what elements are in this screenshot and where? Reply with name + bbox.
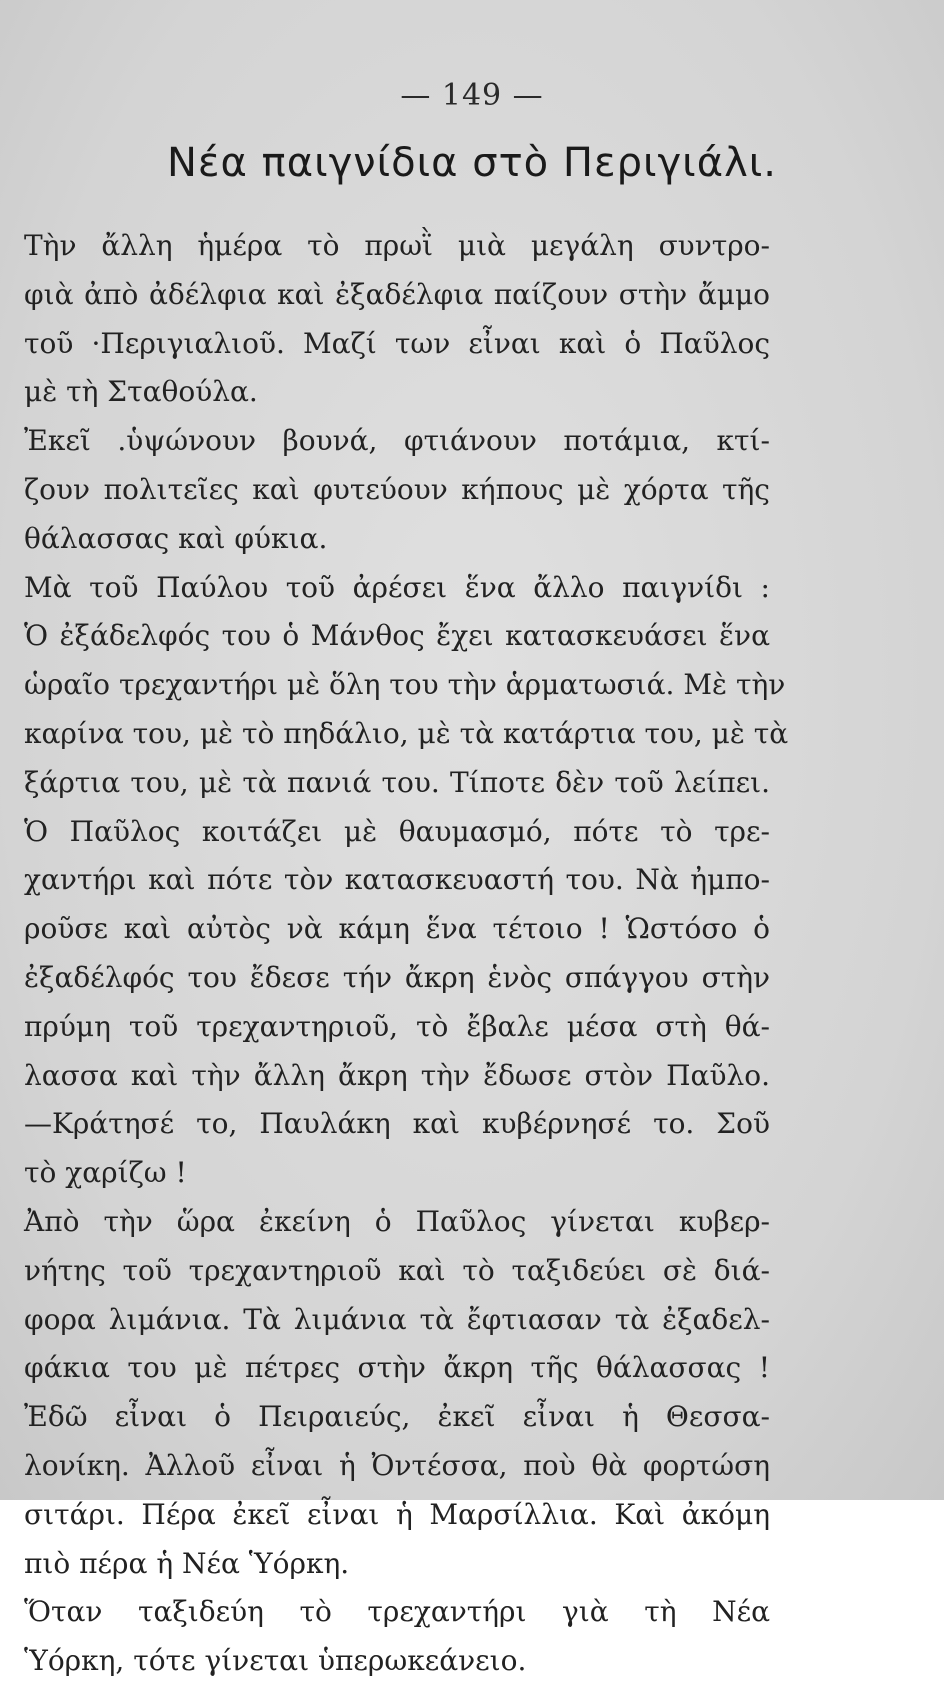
- text-line: πρύμη τοῦ τρεχαντηριοῦ, τὸ ἔβαλε μέσα στὴ θά-: [24, 1009, 770, 1043]
- chapter-title: Νέα παιγνίδια στὸ Περιγιάλι.: [167, 140, 777, 186]
- text-line: Ἐκεῖ .ὑψώνουν βουνά, φτιάνουν ποτάμια, κτί-: [24, 424, 770, 458]
- text-line: Ὑόρκη, τότε γίνεται ὑπερωκεάνειο.: [24, 1644, 527, 1678]
- text-line: φορα λιμάνια. Τὰ λιμάνια τὰ ἔφτιασαν τὰ ἐξαδελ-: [24, 1302, 770, 1336]
- text-line: ὡραῖο τρεχαντήρι μὲ ὅλη του τὴν ἁρματωσιά. Μὲ τὴν: [24, 668, 786, 702]
- text-line: θάλασσας καὶ φύκια.: [24, 521, 328, 555]
- text-line: λασσα καὶ τὴν ἄλλη ἄκρη τὴν ἔδωσε στὸν Παῦλο.: [24, 1058, 770, 1092]
- text-line: —Κράτησέ το, Παυλάκη καὶ κυβέρνησέ το. Σοῦ: [24, 1107, 770, 1141]
- text-line: τοῦ ·Περιγιαλιοῦ. Μαζί των εἶναι καὶ ὁ Παῦλος: [24, 326, 770, 360]
- text-line: Ὅταν ταξιδεύη τὸ τρεχαντήρι γιὰ τὴ Νέα: [24, 1595, 770, 1629]
- text-line: λονίκη. Ἀλλοῦ εἶναι ἡ Ὀντέσσα, ποὺ θὰ φορτώση: [24, 1448, 770, 1482]
- text-line: ξάρτια του, μὲ τὰ πανιά του. Τίποτε δὲν τοῦ λείπει.: [24, 765, 770, 799]
- text-line: χαντήρι καὶ πότε τὸν κατασκευαστή του. Νὰ ἠμπο-: [24, 863, 770, 897]
- text-line: ἐξαδέλφός του ἔδεσε τήν ἄκρη ἑνὸς σπάγγου στὴν: [24, 960, 770, 994]
- text-line: σιτάρι. Πέρα ἐκεῖ εἶναι ἡ Μαρσίλλια. Καὶ ἀκόμη: [24, 1497, 770, 1531]
- text-line: Μὰ τοῦ Παύλου τοῦ ἀρέσει ἕνα ἄλλο παιγνίδι :: [24, 570, 770, 604]
- body-text: [24, 222, 789, 1686]
- text-line: πιὸ πέρα ἡ Νέα Ὑόρκη.: [24, 1546, 350, 1580]
- text-line: Τὴν ἄλλη ἡμέρα τὸ πρωῒ μιὰ μεγάλη συντρο-: [24, 229, 770, 262]
- text-line: ροῦσε καὶ αὐτὸς νὰ κάμη ἕνα τέτοιο ! Ὡστόσο ὁ: [24, 912, 770, 946]
- text-line: νήτης τοῦ τρεχαντηριοῦ καὶ τὸ ταξιδεύει σὲ διά-: [24, 1253, 770, 1287]
- text-line: ζουν πολιτεῖες καὶ φυτεύουν κήπους μὲ χόρτα τῆς: [24, 472, 770, 506]
- page-number: — 149 —: [400, 78, 544, 113]
- text-line: φιὰ ἀπὸ ἀδέλφια καὶ ἐξαδέλφια παίζουν στὴν ἄμμο: [24, 277, 770, 311]
- text-line: Ἀπὸ τὴν ὥρα ἐκείνη ὁ Παῦλος γίνεται κυβερ-: [24, 1204, 770, 1238]
- text-line: Ὁ Παῦλος κοιτάζει μὲ θαυμασμό, πότε τὸ τρε-: [24, 814, 770, 848]
- text-line: φάκια του μὲ πέτρες στὴν ἄκρη τῆς θάλασσας !: [24, 1351, 770, 1385]
- text-line: μὲ τὴ Σταθούλα.: [24, 375, 258, 409]
- text-line: καρίνα του, μὲ τὸ πηδάλιο, μὲ τὰ κατάρτια του, μὲ τὰ: [24, 716, 789, 750]
- text-line: τὸ χαρίζω !: [24, 1156, 187, 1190]
- text-line: Ὁ ἐξάδελφός του ὁ Μάνθος ἔχει κατασκευάσει ἕνα: [24, 619, 770, 653]
- text-line: Ἐδῶ εἶναι ὁ Πειραιεύς, ἐκεῖ εἶναι ἡ Θεσσα-: [24, 1400, 770, 1434]
